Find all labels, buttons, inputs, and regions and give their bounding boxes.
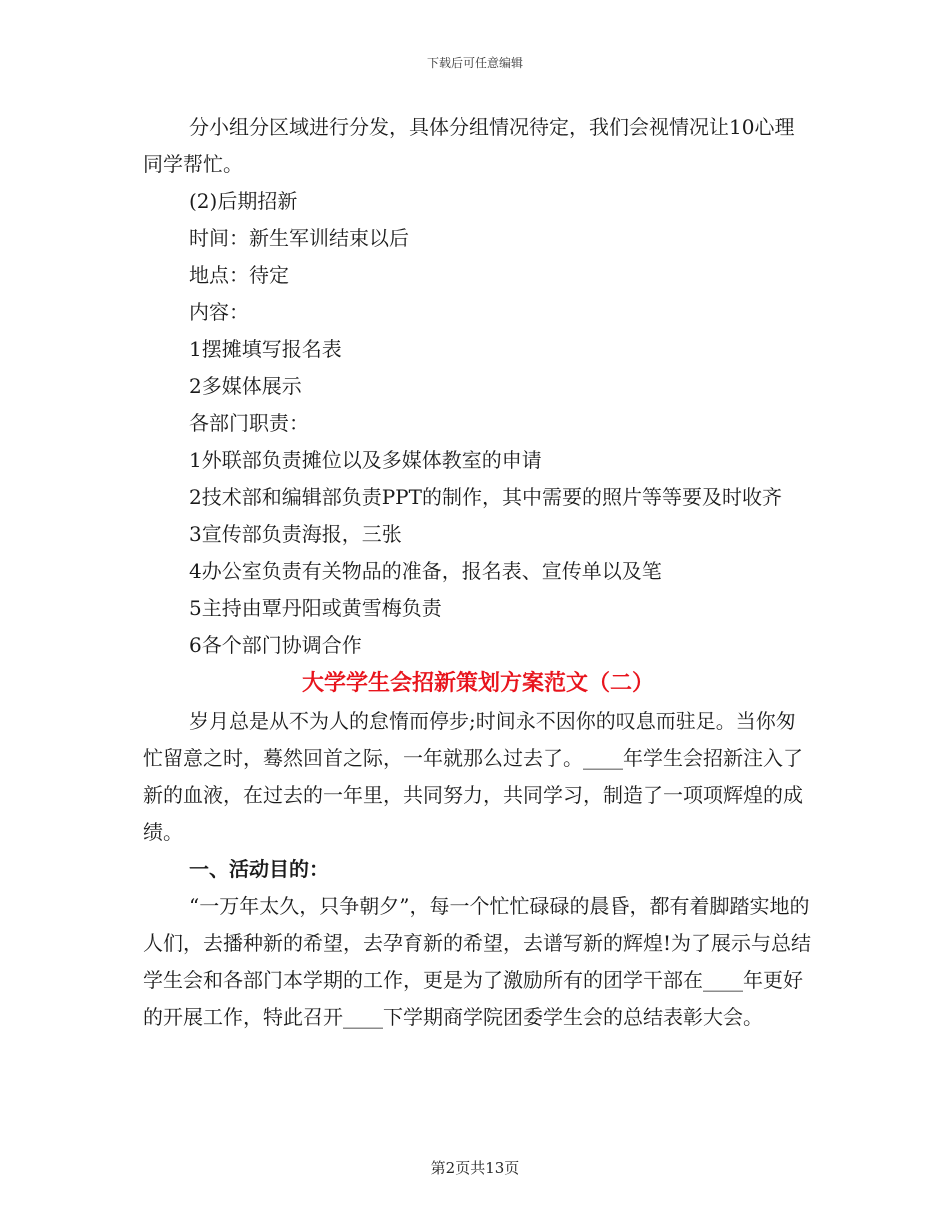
time-line: 时间：新生军训结束以后 <box>189 226 409 250</box>
intro-paragraph: 岁月总是从不为人的怠惰而停步;时间永不因你的叹息而驻足。当你匆忙留意之时，蓦然回首之际，一年就那么过去了。____年学生会招新注入了新的血液，在过去的一年里，共同努力，共同学习，制造了一项项辉煌的成绩。 <box>143 709 803 844</box>
place-line: 地点：待定 <box>189 263 289 287</box>
objective-heading: 一、活动目的： <box>189 857 329 881</box>
duty-item: 4办公室负责有关物品的准备，报名表、宣传单以及笔 <box>189 559 662 583</box>
content-label: 内容： <box>189 300 249 324</box>
content-item: 1摆摊填写报名表 <box>189 337 342 361</box>
content-item: 2多媒体展示 <box>189 374 302 398</box>
objective-paragraph: “一万年太久，只争朝夕”，每一个忙忙碌碌的晨昏，都有着脚踏实地的人们，去播种新的希望，去孕育新的希望，去谱写新的辉煌!为了展示与总结学生会和各部门本学期的工作，更是为了激励所有的团学干部在____年更好的开展工作，特此召开____下学期商学院团委学生会的总结表彰大会。 <box>143 894 812 1029</box>
page-footer: 第2页共13页 <box>430 1159 520 1177</box>
section-title: 大学学生会招新策划方案范文（二） <box>301 670 654 696</box>
duty-item: 5主持由覃丹阳或黄雪梅负责 <box>189 596 442 620</box>
later-recruit-heading: (2)后期招新 <box>189 189 298 213</box>
duty-item: 6各个部门协调合作 <box>189 633 362 657</box>
duty-item: 2技术部和编辑部负责PPT的制作，其中需要的照片等等要及时收齐 <box>189 485 782 509</box>
duty-item: 1外联部负责摊位以及多媒体教室的申请 <box>189 448 542 472</box>
duties-label: 各部门职责： <box>189 411 309 435</box>
distribution-paragraph: 分小组分区域进行分发，具体分组情况待定，我们会视情况让10心理同学帮忙。 <box>143 115 795 176</box>
duty-item: 3宣传部负责海报，三张 <box>189 522 402 546</box>
page-header: 下载后可任意编辑 <box>426 56 523 70</box>
page-content <box>143 109 813 1036</box>
